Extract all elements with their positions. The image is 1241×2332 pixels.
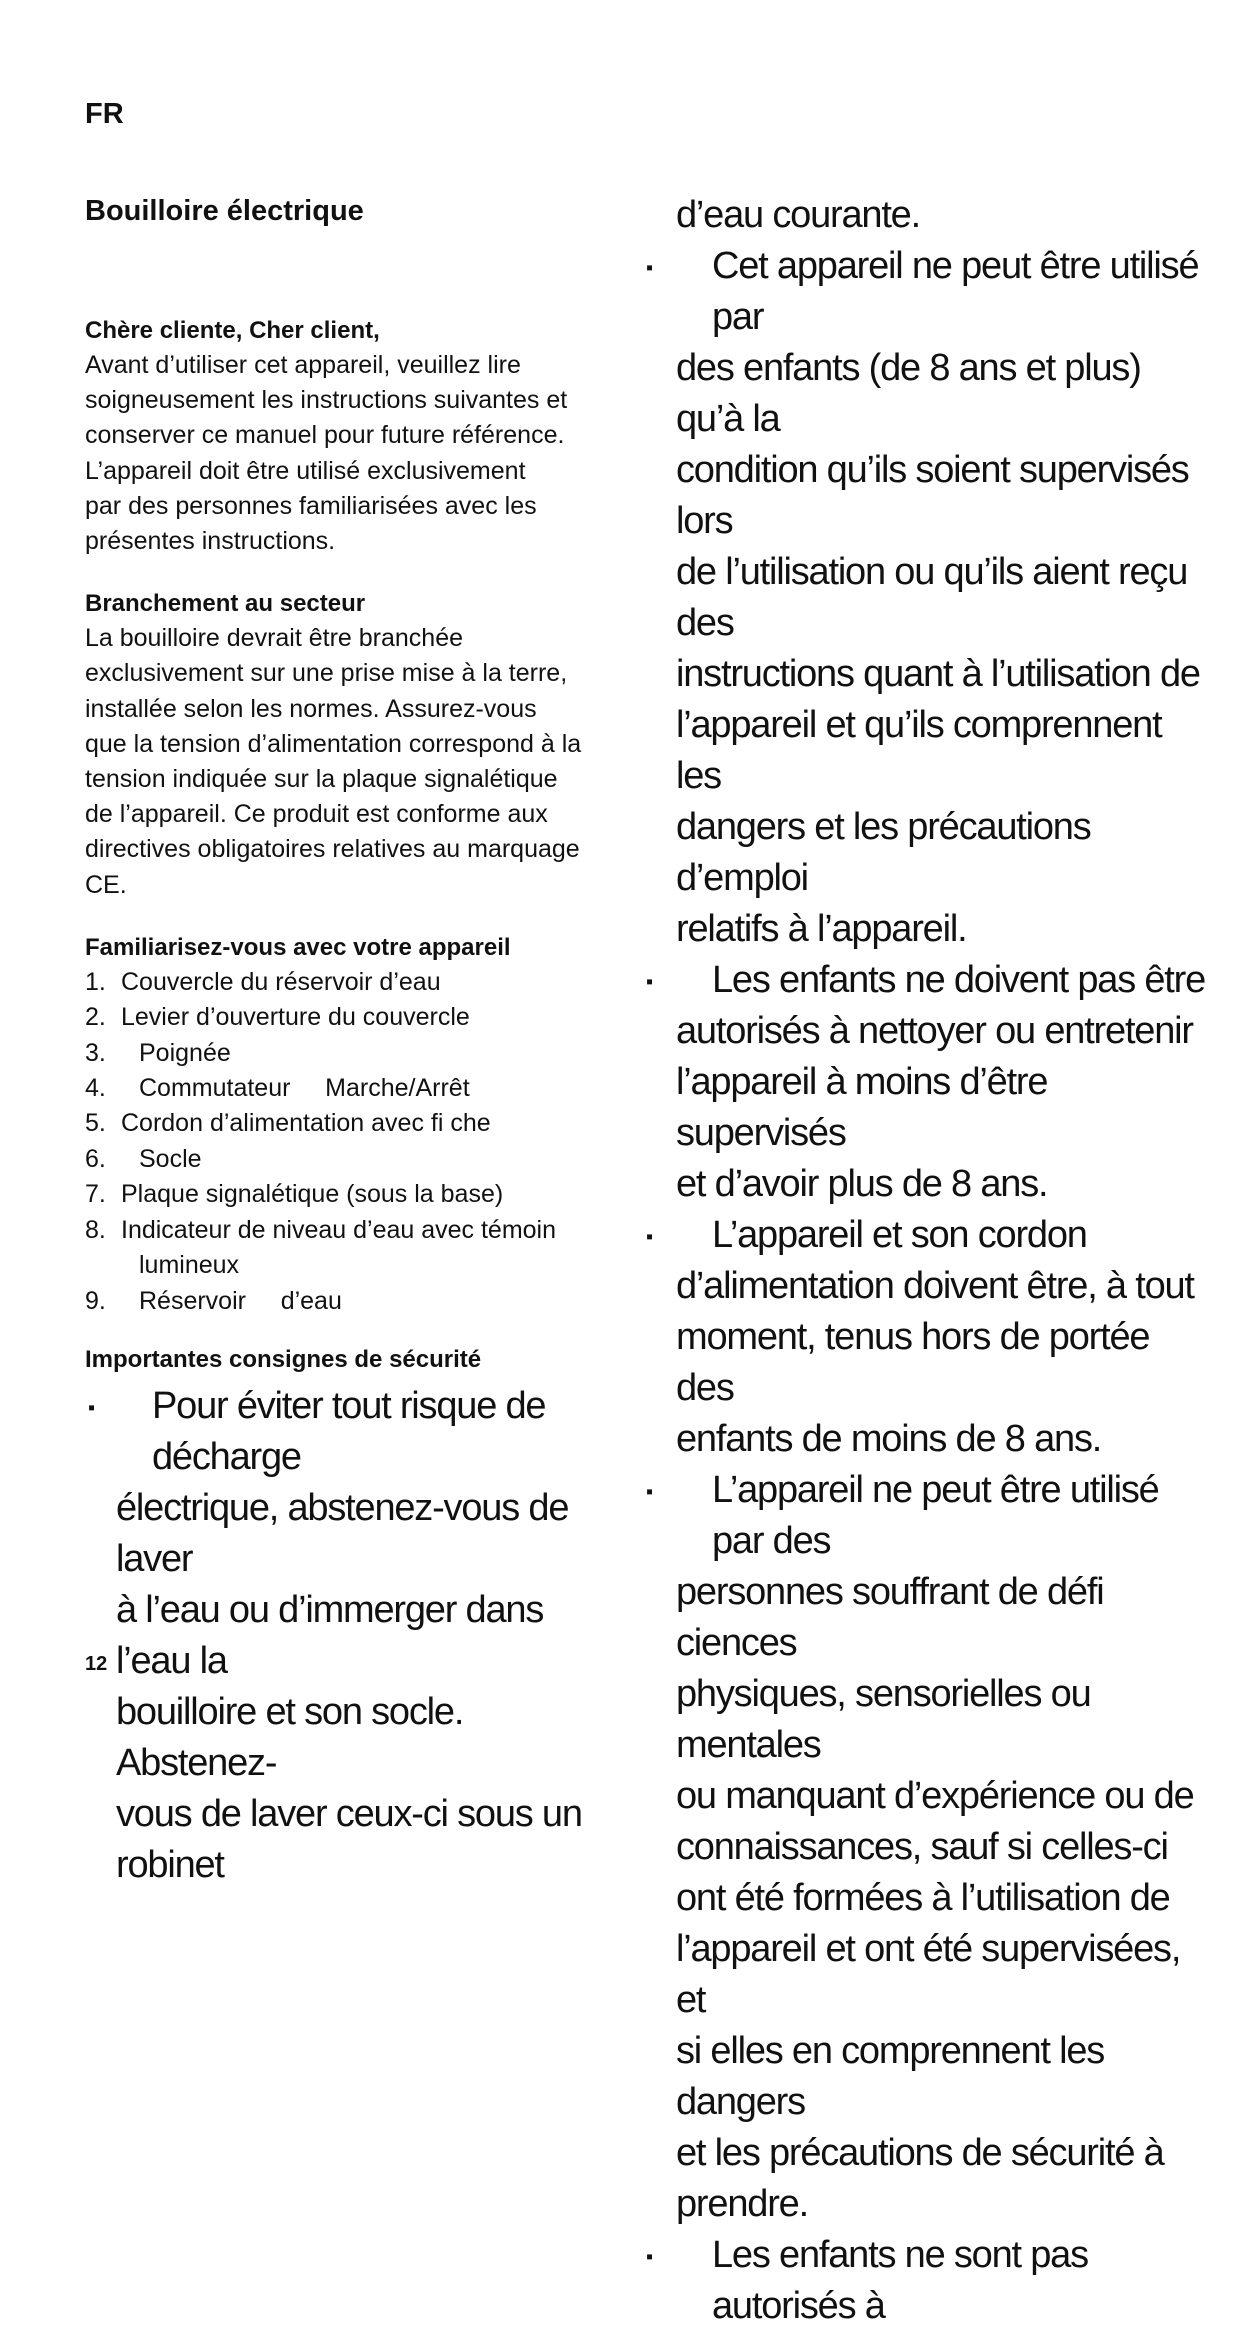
bullet-line: connaissances, sauf si celles-ci: [676, 1826, 1168, 1868]
page-number: 12: [85, 1653, 108, 1675]
greeting: Chère cliente, Cher client,: [85, 317, 380, 344]
bullet-line: l’appareil à moins d’être supervisés: [676, 1061, 1048, 1154]
list-item: [85, 1036, 625, 1071]
bullet-line: enfants de moins de 8 ans.: [676, 1418, 1102, 1460]
list-item-text: Réservoir d’eau: [139, 1286, 342, 1315]
bullet-line: L’appareil ne peut être utilisé par des: [712, 1469, 1159, 1562]
bullet-line: de l’utilisation ou qu’ils aient reçu des: [676, 551, 1188, 644]
list-item: [85, 965, 625, 1000]
intro-line: L’appareil doit être utilisé exclusivement: [85, 456, 526, 485]
bullet-icon: ▪: [646, 257, 652, 279]
bullet-line: l’appareil et ont été supervisées, et: [676, 1928, 1181, 2021]
bullet-icon: ▪: [646, 971, 652, 993]
branchement-line: que la tension d’alimentation correspond à la: [85, 729, 582, 758]
bullet-line: ou manquant d’expérience ou de: [676, 1775, 1194, 1817]
branchement-line: directives obligatoires relatives au marquage: [85, 835, 580, 864]
bullet-line: relatifs à l’appareil.: [676, 908, 967, 950]
list-item: [85, 1142, 625, 1177]
intro-line: soigneusement les instructions suivantes et: [85, 386, 568, 415]
list-item-number: 5.: [85, 1109, 106, 1138]
language-code: FR: [85, 98, 124, 130]
safety-bullet: [643, 1210, 1206, 1465]
list-item: [85, 1106, 625, 1141]
bullet-icon: ▪: [646, 1481, 652, 1503]
bullet-icon: ▪: [646, 2246, 652, 2268]
left-column: [85, 194, 625, 1891]
document-title: Bouilloire électrique: [85, 195, 364, 227]
intro-line: par des personnes familiarisées avec les: [85, 491, 537, 520]
bullet-line: d’alimentation doivent être, à tout: [676, 1265, 1194, 1307]
parts-list: [85, 965, 625, 1319]
bullet-icon: ▪: [88, 1396, 94, 1419]
list-item-number: 7.: [85, 1180, 106, 1209]
list-item: [85, 1000, 625, 1035]
securite-heading: Importantes consignes de sécurité: [85, 1345, 482, 1373]
list-item-number: 4.: [85, 1074, 106, 1103]
intro-line: conserver ce manuel pour future référence.: [85, 421, 565, 450]
branchement-line: CE.: [85, 870, 127, 899]
list-item-number: 6.: [85, 1144, 106, 1173]
bullet-line: Pour éviter tout risque de décharge: [152, 1384, 546, 1478]
bullet-line: Cet appareil ne peut être utilisé par: [712, 245, 1199, 338]
safety-bullet: [643, 2230, 1206, 2332]
branchement-heading: Branchement au secteur: [85, 590, 366, 618]
bullet-line: et les précautions de sécurité à: [676, 2132, 1164, 2174]
bullet-line: moment, tenus hors de portée des: [676, 1316, 1150, 1409]
bullet-line: si elles en comprennent les dangers: [676, 2030, 1105, 2123]
bullet-line: et d’avoir plus de 8 ans.: [676, 1163, 1048, 1205]
list-item-text: Commutateur Marche/Arrêt: [139, 1074, 470, 1103]
list-item: [85, 1071, 625, 1106]
bullet-line: ont été formées à l’utilisation de: [676, 1877, 1170, 1919]
bullet-line: dangers et les précautions d’emploi: [676, 806, 1091, 899]
list-item-text: Poignée: [139, 1038, 231, 1067]
list-item-text: Levier d’ouverture du couvercle: [121, 1003, 470, 1032]
branchement-paragraph: [85, 621, 625, 903]
familiarisez-heading: Familiarisez-vous avec votre appareil: [85, 933, 511, 961]
intro-line: présentes instructions.: [85, 527, 336, 556]
branchement-line: tension indiquée sur la plaque signalétique: [85, 765, 558, 794]
bullet-line: vous de laver ceux-ci sous un robinet: [116, 1792, 582, 1886]
list-item-text: Indicateur de niveau d’eau avec témoin: [121, 1215, 557, 1244]
branchement-line: installée selon les normes. Assurez-vous: [85, 694, 537, 723]
safety-bullet: [643, 1465, 1206, 2230]
safety-bullet: [85, 1381, 625, 1891]
bullet-line: électrique, abstenez-vous de laver: [116, 1486, 569, 1580]
safety-bullet: [643, 955, 1206, 1210]
list-item-text: Couvercle du réservoir d’eau: [121, 967, 441, 996]
bullet-line: à l’eau ou d’immerger dans l’eau la: [116, 1588, 544, 1682]
right-column: [646, 190, 1206, 2332]
bullet-line: Les enfants ne sont pas autorisés à: [712, 2234, 1088, 2327]
branchement-line: La bouilloire devrait être branchée: [85, 624, 464, 653]
bullet-line: physiques, sensorielles ou mentales: [676, 1673, 1091, 1766]
intro-line: Avant d’utiliser cet appareil, veuillez lire: [85, 351, 521, 379]
list-item-number: 9.: [85, 1286, 106, 1315]
bullet-line: Les enfants ne doivent pas être: [712, 959, 1206, 1001]
bullet-line: personnes souffrant de défi ciences: [676, 1571, 1104, 1664]
list-item: [85, 1177, 625, 1212]
bullet-line: prendre.: [676, 2183, 808, 2225]
bullet-line: condition qu’ils soient supervisés lors: [676, 449, 1189, 542]
list-item-number: 8.: [85, 1215, 106, 1244]
safety-bullet: [643, 241, 1206, 955]
bullet-line: des enfants (de 8 ans et plus) qu’à la: [676, 347, 1141, 440]
branchement-line: de l’appareil. Ce produit est conforme aux: [85, 800, 548, 829]
list-item: [85, 1213, 625, 1248]
list-item-text: Socle: [139, 1144, 202, 1173]
list-item-text: Cordon d’alimentation avec fi che: [121, 1109, 491, 1138]
intro-paragraph: [85, 348, 625, 559]
bullet-line: bouilloire et son socle. Abstenez-: [116, 1690, 464, 1784]
list-item-number: 2.: [85, 1003, 106, 1032]
bullet-line: autorisés à nettoyer ou entretenir: [676, 1010, 1193, 1052]
list-item: [85, 1284, 625, 1319]
branchement-line: exclusivement sur une prise mise à la terre,: [85, 659, 568, 688]
list-item-number: 1.: [85, 967, 106, 996]
continuation-line: d’eau courante.: [676, 194, 920, 236]
list-item-number: 3.: [85, 1038, 106, 1067]
list-item-text: Plaque signalétique (sous la base): [121, 1180, 504, 1209]
bullet-line: instructions quant à l’utilisation de: [676, 653, 1200, 695]
bullet-icon: ▪: [646, 1226, 652, 1248]
bullet-line: L’appareil et son cordon: [712, 1214, 1087, 1256]
bullet-line: l’appareil et qu’ils comprennent les: [676, 704, 1162, 797]
list-item-continuation: lumineux: [139, 1251, 240, 1280]
